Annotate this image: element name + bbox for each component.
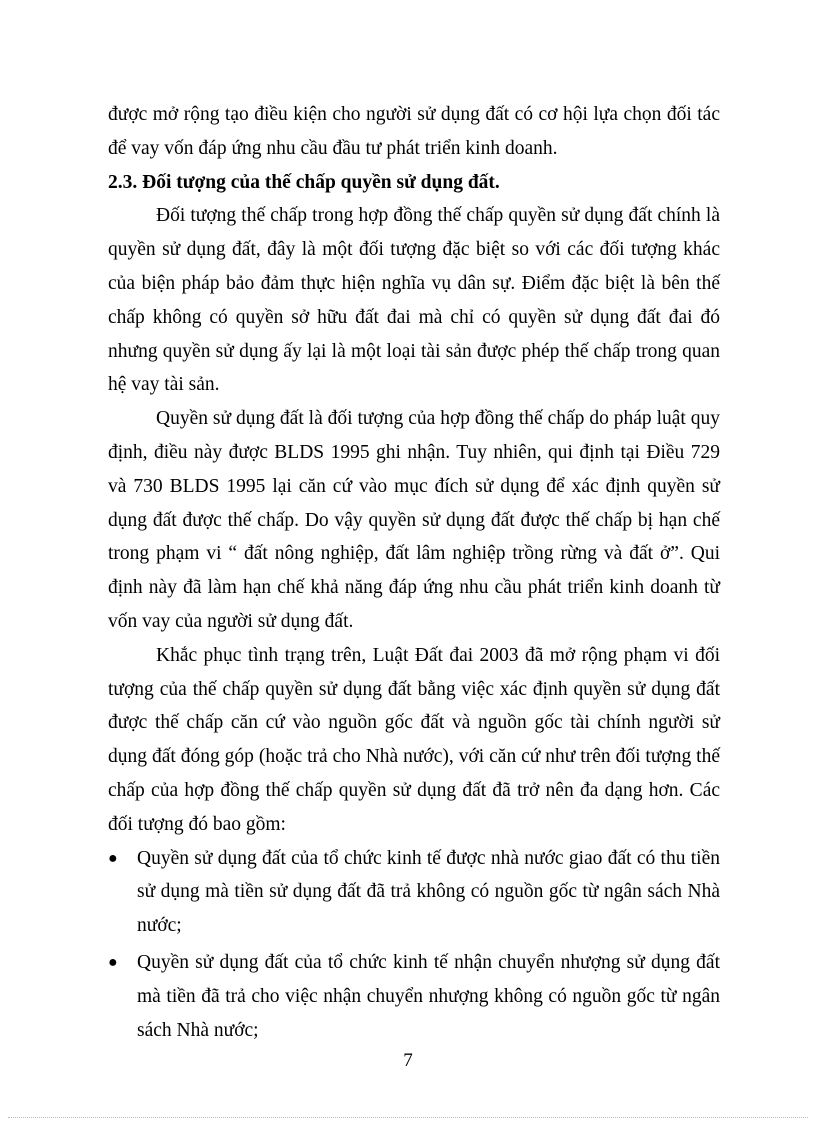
list-item-text: Quyền sử dụng đất của tổ chức kinh tế được nhà nước giao đất có thu tiền sử dụng mà tiền sử dụng đất đã trả không có nguồn gốc từ ngân sách Nhà nước; xyxy=(137,847,720,937)
document-page xyxy=(108,98,720,1050)
paragraph: Quyền sử dụng đất là đối tượng của hợp đồng thế chấp do pháp luật quy định, điều này được BLDS 1995 ghi nhận. Tuy nhiên, qui định tại Điều 729 và 730 BLDS 1995 lại căn cứ vào mục đích sử dụng để xác định quyền sử dụng đất được thế chấp. Do vậy quyền sử dụng đất được thế chấp bị hạn chế trong phạm vi “ đất nông nghiệp, đất lâm nghiệp trồng rừng và đất ở”. Qui định này đã làm hạn chế khả năng đáp ứng nhu cầu phát triển kinh doanh từ vốn vay của người sử dụng đất. xyxy=(108,408,720,632)
paragraph: Đối tượng thế chấp trong hợp đồng thế chấp quyền sử dụng đất chính là quyền sử dụng đất, đây là một đối tượng đặc biệt so với các đối tượng khác của biện pháp bảo đảm thực hiện nghĩa vụ dân sự. Điểm đặc biệt là bên thế chấp không có quyền sở hữu đất đai mà chỉ có quyền sử dụng đất đai đó nhưng quyền sử dụng ấy lại là một loại tài sản được phép thế chấp trong quan hệ vay tài sản. xyxy=(108,205,720,396)
paragraph: được mở rộng tạo điều kiện cho người sử dụng đất có cơ hội lựa chọn đối tác để vay vốn đáp ứng nhu cầu đầu tư phát triển kinh doanh. xyxy=(108,104,720,159)
list-item xyxy=(108,842,720,943)
list-item xyxy=(108,946,720,1047)
paragraph: Khắc phục tình trạng trên, Luật Đất đai 2003 đã mở rộng phạm vi đối tượng của thế chấp quyền sử dụng đất bằng việc xác định quyền sử dụng đất được thế chấp căn cứ vào nguồn gốc đất và nguồn gốc tài chính người sử dụng đất đóng góp (hoặc trả cho Nhà nước), với căn cứ như trên đối tượng thế chấp của hợp đồng thế chấp quyền sử dụng đất đã trở nên đa dạng hơn. Các đối tượng đó bao gồm: xyxy=(108,644,720,835)
bullet-icon: ● xyxy=(108,849,118,867)
page-edge-divider xyxy=(8,1117,808,1118)
page-number: 7 xyxy=(403,1050,413,1071)
bullet-list xyxy=(108,842,720,1048)
list-item-text: Quyền sử dụng đất của tổ chức kinh tế nhận chuyển nhượng sử dụng đất mà tiền đã trả cho việc nhận chuyển nhượng không có nguồn gốc từ ngân sách Nhà nước; xyxy=(137,951,720,1041)
bullet-icon: ● xyxy=(108,953,118,971)
section-heading: 2.3. Đối tượng của thế chấp quyền sử dụng đất. xyxy=(108,171,500,193)
